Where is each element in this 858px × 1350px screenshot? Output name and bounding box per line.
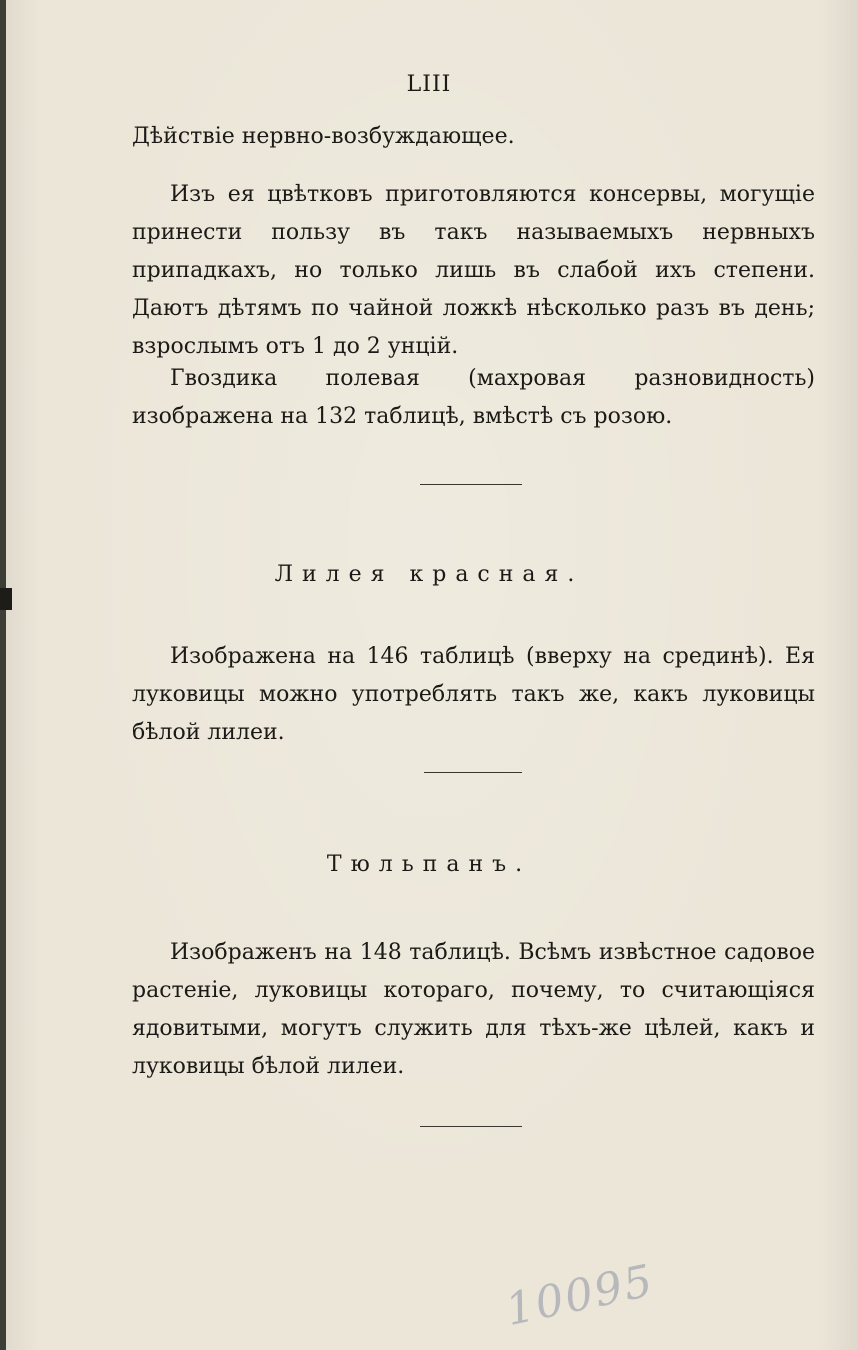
inventory-stamp: 10095 [501, 1254, 659, 1337]
divider-rule [424, 772, 522, 773]
divider-rule [420, 484, 522, 485]
page-binding-edge [0, 0, 6, 1350]
section-text-lily: Изображена на 146 таблицѣ (вверху на срединѣ). Ея луковицы можно употреблять такъ же, какъ луковицы бѣлой лилеи. [132, 644, 815, 745]
paragraph-action: Дѣйствіе нервно-возбуждающее. [132, 124, 515, 149]
paragraph-carnation: Гвоздика полевая (махровая разновидность) изображена на 132 таблицѣ, вмѣстѣ съ розою. [132, 366, 815, 429]
section-text-tulip: Изображенъ на 148 таблицѣ. Всѣмъ извѣстное садовое растеніе, луковицы котораго, почему, то считающіяся ядовитыми, могутъ служить для тѣхъ-же цѣлей, какъ и луковицы бѣлой лилеи. [132, 940, 815, 1079]
page-number: LIII [406, 72, 452, 97]
binding-mark [0, 588, 12, 610]
section-heading-tulip: Тюльпанъ. [326, 852, 532, 877]
divider-rule [420, 1126, 522, 1127]
section-heading-lily: Лилея красная. [274, 562, 584, 587]
paragraph-preserves: Изъ ея цвѣтковъ приготовляются консервы, могущіе принести пользу въ такъ называемыхъ нервныхъ припадкахъ, но только лишь въ слабой ихъ степени. Даютъ дѣтямъ по чайной ложкѣ нѣсколько разъ въ день; взрослымъ отъ 1 до 2 унцій. [132, 182, 815, 359]
